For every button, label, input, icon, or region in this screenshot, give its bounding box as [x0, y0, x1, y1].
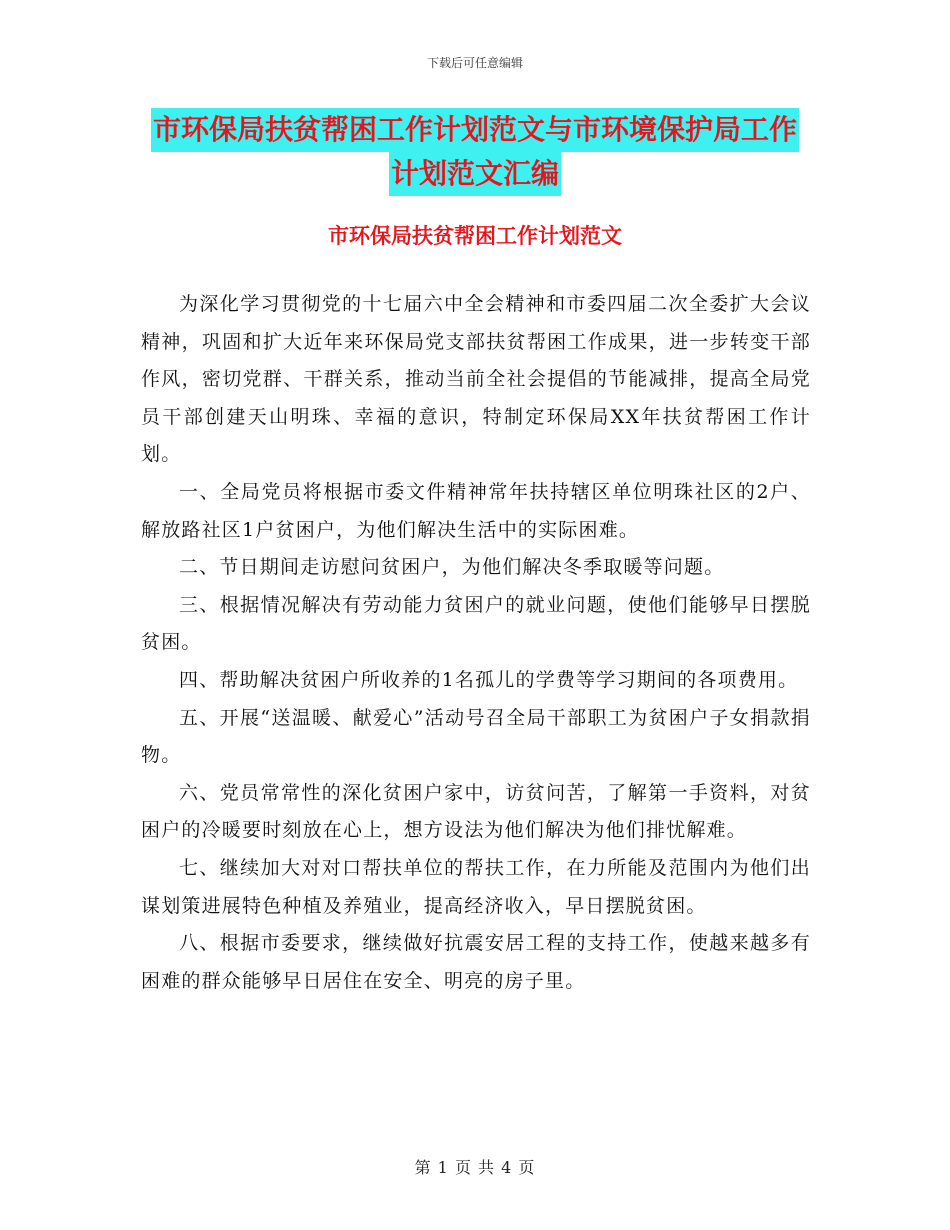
- paragraph-item-4: 四、帮助解决贫困户所收养的1名孤儿的学费等学习期间的各项费用。: [179, 668, 799, 691]
- page-number-footer: 第 1 页 共 4 页: [414, 1158, 536, 1177]
- paragraph-intro: 为深化学习贯彻党的十七届六中全会精神和市委四届二次全委扩大会议精神，巩固和扩大近年来环保局党支部扶贫帮困工作成果，进一步转变干部作风，密切党群、干群关系，推动当前全社会提倡的节能减排，提高全局党员干部创建天山明珠、幸福的意识，特制定环保局XX年扶贫帮困工作计划。: [141, 293, 811, 466]
- paragraph-item-3: 三、根据情况解决有劳动能力贫困户的就业问题，使他们能够早日摆脱贫困。: [141, 593, 811, 654]
- paragraph-item-1: 一、全局党员将根据市委文件精神常年扶持辖区单位明珠社区的2户、解放路社区1户贫困户，为他们解决生活中的实际困难。: [141, 480, 811, 541]
- section-title: 市环保局扶贫帮困工作计划范文: [328, 223, 622, 248]
- paragraph-item-5: 五、开展“送温暖、献爱心”活动号召全局干部职工为贫困户子女捐款捐物。: [141, 706, 811, 767]
- document-body: [141, 286, 811, 1000]
- title-line-1: 市环保局扶贫帮困工作计划范文与市环境保护局工作: [151, 108, 799, 152]
- paragraph-item-2: 二、节日期间走访慰问贫困户，为他们解决冬季取暖等问题。: [179, 556, 725, 579]
- paragraph-item-7: 七、继续加大对对口帮扶单位的帮扶工作，在力所能及范围内为他们出谋划策进展特色种植及养殖业，提高经济收入，早日摆脱贫困。: [141, 856, 811, 917]
- page-header-note: 下载后可任意编辑: [426, 56, 523, 70]
- document-title: [0, 108, 950, 196]
- title-line-2: 计划范文汇编: [389, 152, 561, 196]
- paragraph-item-6: 六、党员常常性的深化贫困户家中，访贫问苦，了解第一手资料，对贫困户的冷暖要时刻放在心上，想方设法为他们解决为他们排忧解难。: [141, 781, 811, 842]
- paragraph-item-8: 八、根据市委要求，继续做好抗震安居工程的支持工作，使越来越多有困难的群众能够早日居住在安全、明亮的房子里。: [141, 932, 811, 992]
